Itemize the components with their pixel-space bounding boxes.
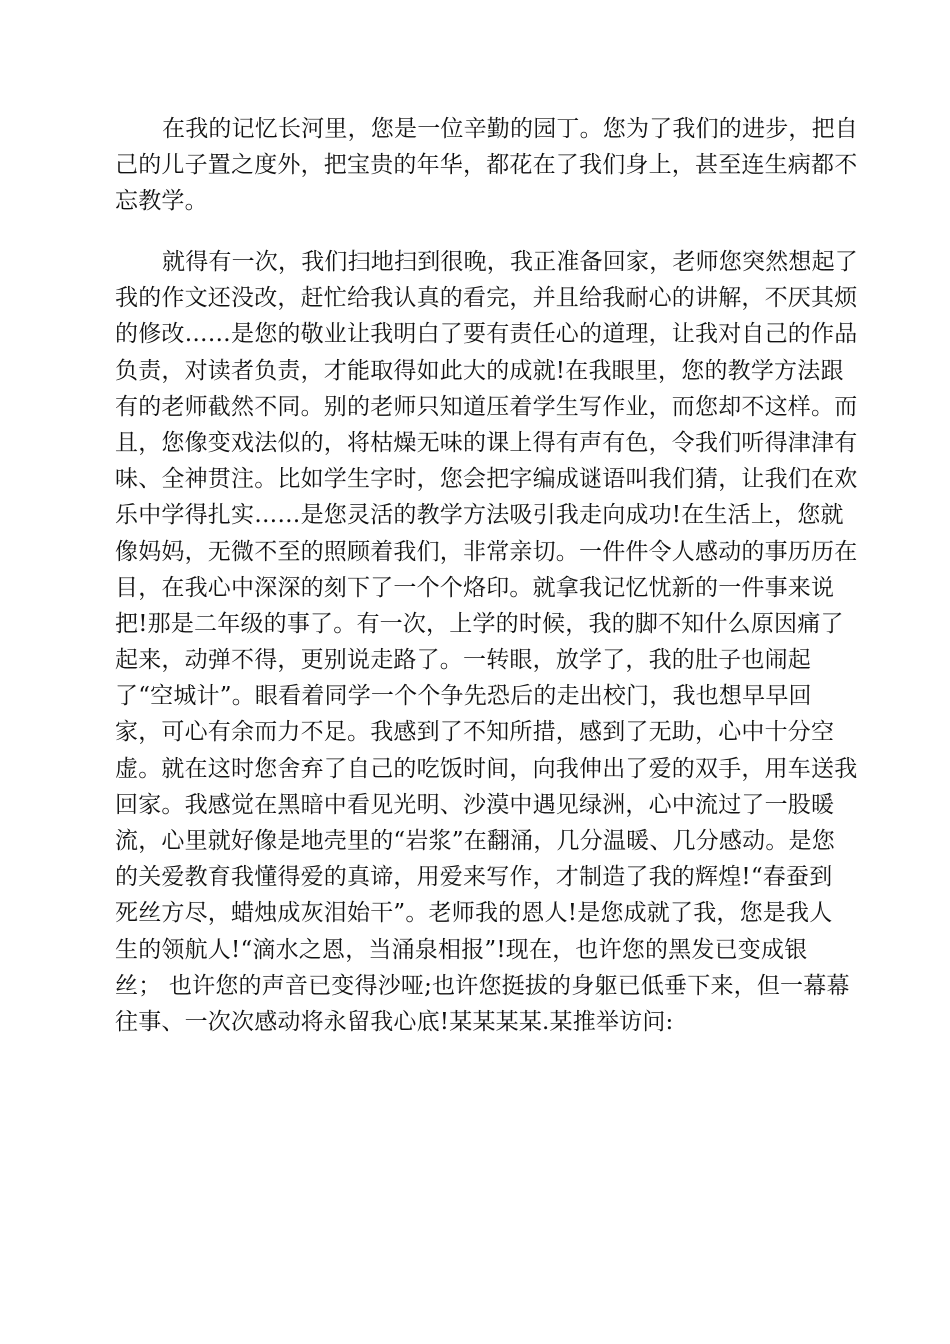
text-line: 死丝方尽，蜡烛成灰泪始干”。老师我的恩人!是您成就了我，您是我人 <box>115 900 833 927</box>
text-line: 我的作文还没改，赶忙给我认真的看完，并且给我耐心的讲解，不厌其烦 <box>115 285 858 312</box>
paragraph-2 <box>115 244 858 1040</box>
text-line: 乐中学得扎实……是您灵活的教学方法吸引我走向成功!在生活上，您就 <box>115 502 844 529</box>
text-line: 己的儿子置之度外，把宝贵的年华，都花在了我们身上，甚至连生病都不 <box>115 152 858 179</box>
text-line: 有的老师截然不同。别的老师只知道压着学生写作业，而您却不这样。而 <box>115 393 858 420</box>
text-line: 像妈妈，无微不至的照顾着我们，非常亲切。一件件令人感动的事历历在 <box>115 538 858 565</box>
text-line: 虚。就在这时您舍弃了自己的吃饭时间，向我伸出了爱的双手，用车送我 <box>115 755 858 782</box>
text-line: 起来，动弹不得，更别说走路了。一转眼，放学了，我的肚子也闹起 <box>115 647 811 674</box>
text-line: 忘教学。 <box>115 188 208 215</box>
text-line: 了“空城计”。眼看着同学一个个争先恐后的走出校门，我也想早早回 <box>115 683 812 710</box>
text-line: 在我的记忆长河里，您是一位辛勤的园丁。您为了我们的进步，把自 <box>162 116 858 142</box>
text-line: 丝； 也许您的声音已变得沙哑;也许您挺拔的身躯已低垂下来，但一幕幕 <box>115 972 850 999</box>
text-line: 就得有一次，我们扫地扫到很晚，我正准备回家，老师您突然想起了 <box>162 249 858 275</box>
text-line: 的修改……是您的敬业让我明白了要有责任心的道理，让我对自己的作品 <box>115 321 858 348</box>
text-line: 负责，对读者负责，才能取得如此大的成就!在我眼里，您的教学方法跟 <box>115 357 844 384</box>
text-line: 回家。我感觉在黑暗中看见光明、沙漠中遇见绿洲，心中流过了一股暖 <box>115 791 835 818</box>
text-line: 且，您像变戏法似的，将枯燥无味的课上得有声有色，令我们听得津津有 <box>115 429 858 456</box>
paragraph-1 <box>115 111 858 220</box>
text-line: 往事、一次次感动将永留我心底!某某某某.某推举访问: <box>115 1008 674 1035</box>
text-line: 的关爱教育我懂得爱的真谛，用爱来写作，才制造了我的辉煌!“春蚕到 <box>115 864 833 891</box>
text-line: 流，心里就好像是地壳里的“岩浆”在翻涌，几分温暖、几分感动。是您 <box>115 828 835 854</box>
text-line: 把!那是二年级的事了。有一次，上学的时候，我的脚不知什么原因痛了 <box>115 610 844 637</box>
text-line: 生的领航人!“滴水之恩，当涌泉相报”!现在，也许您的黑发已变成银 <box>115 936 808 963</box>
text-line: 目，在我心中深深的刻下了一个个烙印。就拿我记忆忧新的一件事来说 <box>115 574 835 601</box>
text-line: 味、全神贯注。比如学生字时，您会把字编成谜语叫我们猜，让我们在欢 <box>115 466 858 493</box>
text-line: 家，可心有余而力不足。我感到了不知所措，感到了无助，心中十分空 <box>115 719 835 746</box>
